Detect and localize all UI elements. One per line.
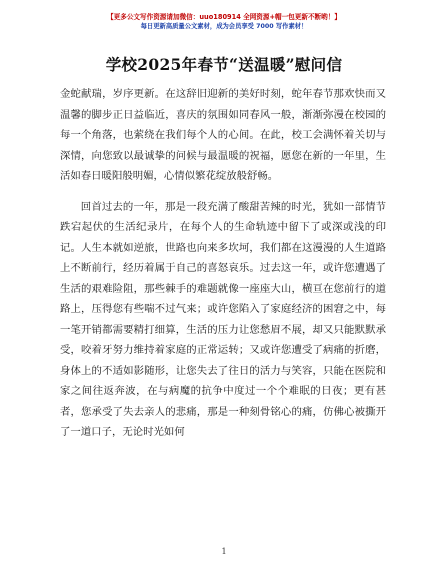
promo-banner <box>0 12 448 32</box>
paragraph-greeting: 金蛇献瑞，岁序更新。在这辞旧迎新的美好时刻，蛇年春节那欢快而又温馨的脚步正日益临近，喜庆的氛围如同春风一般，渐渐弥漫在校园的每一个角落，也萦绕在我们每个人的心间。在此，校工会满怀着关切与深情，向您致以最诚挚的问候与最温暖的祝福，愿您在新的一年里，生活如春日暖阳般明媚，心情似繁花绽放般舒畅。 <box>60 88 386 182</box>
document-body <box>60 84 386 453</box>
paragraph-review: 回首过去的一年，那是一段充满了酸甜苦辣的时光，犹如一部情节跌宕起伏的生活纪录片，在每个人的生命轨迹中留下了或深或浅的印记。人生本就如逆旅，世路也向来多坎坷，我们都在这漫漫的人生道路上不断前行，经历着属于自己的喜怒哀乐。过去这一年，或许您遭遇了生活的艰难险阻，那些棘手的难题就像一座座大山，横亘在您前行的道路上，压得您有些喘不过气来；或许您陷入了家庭经济的困窘之中，每一笔开销都需要精打细算，生活的压力让您愁眉不展，却又只能默默承受，咬着牙努力维持着家庭的正常运转；又或许您遭受了病痛的折磨，身体上的不适如影随形，让您失去了往日的活力与笑容，只能在医院和家之间往返奔波，在与病魔的抗争中度过一个个难眠的日夜；更有甚者，您承受了失去亲人的悲痛，那是一种刻骨铭心的痛，仿佛心被撕开了一道口子，无论时光如何 <box>60 200 386 438</box>
document-title: 学校2025年春节“送温暖”慰问信 <box>105 55 343 74</box>
promo-banner-line1: 【更多公文写作资源请加微信：uuo180914 全网资源+帽一包更新不断哟！】 <box>107 13 341 21</box>
promo-banner-line2: 每日更新高质量公文素材，成为会员享受 7000 写作素材！ <box>140 23 308 30</box>
page-number: 1 <box>221 547 227 556</box>
